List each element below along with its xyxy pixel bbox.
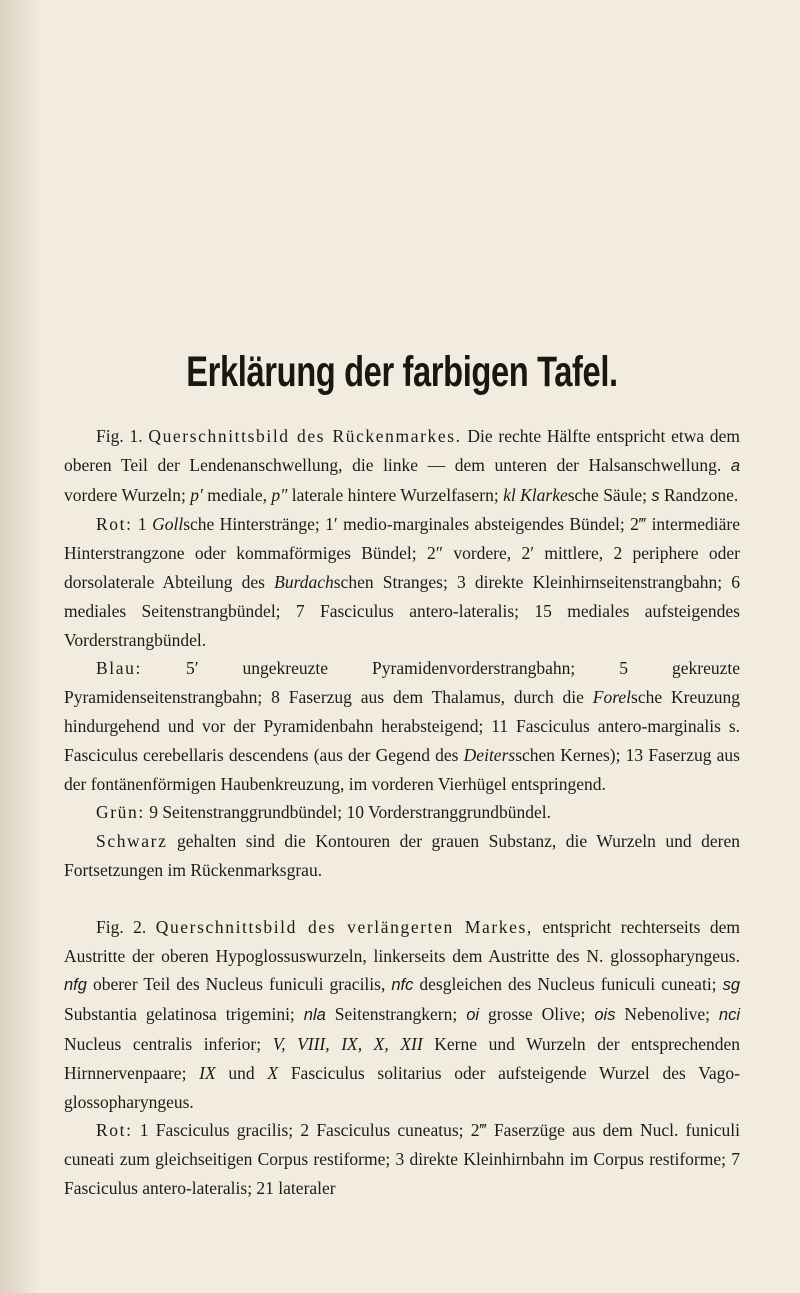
text-run: Blau: [96,658,142,679]
text-run: Seitenstrangkern; [325,1004,467,1025]
text-run: Forel [592,687,632,708]
paragraph-fig1-blau [64,654,740,798]
text-run: vordere Wurzeln; [64,484,191,505]
text-run: schen Kernes); 13 Faserzug aus der fontänenförmigen Haubenkreuzung, im vorderen Vierhügel entspringend. [64,744,740,794]
text-run: IX [199,1062,216,1083]
page-title: Erklärung der farbigen Tafel. [186,348,618,396]
text-run: p″ [271,484,288,505]
text-run: entspricht rechterseits dem Austritte der oberen Hypoglossuswurzeln, linkerseits dem Austritte des N. glossopharyngeus. [64,916,740,966]
text-run: Substantia gelatinosa trigemini; [64,1004,304,1025]
paragraph-fig2 [64,913,740,1117]
paragraph-fig2-rot [64,1116,740,1202]
text-run: nfc [391,976,414,995]
text-run: 1 [132,514,153,535]
text-run: Querschnittsbild des Rückenmarkes. [148,426,462,446]
paragraph-fig1-schwarz [64,827,740,885]
paragraph-fig1-gruen [64,798,740,827]
text-run: sg [722,976,740,995]
text-run: Grün: [96,802,145,823]
text-run: kl Klarke [503,484,568,505]
page-edge-shadow [0,0,40,1293]
text-run: grosse Olive; [479,1004,595,1025]
text-run: oi [466,1006,480,1025]
text-run: Fasciculus solitarius oder aufsteigende Wurzel des Vago-glossopharyngeus. [64,1062,740,1112]
text-run: sche Kreuzung hindurgehend und vor der Pyramidenbahn herabsteigend; 11 Fasciculus antero-marginalis s. Fasciculus cerebellaris descendens (aus der Gegend des [64,687,740,765]
text-run: a [730,456,740,475]
plate-explanation-text [64,422,740,1203]
paragraph-fig1-rot [64,510,740,654]
text-run: X [267,1062,279,1083]
text-run: nla [303,1006,326,1025]
text-run: Goll [152,514,184,535]
text-run: gehalten sind die Kontouren der grauen Substanz, die Wurzeln und deren Fortsetzungen im Rückenmarksgrau. [64,831,740,880]
text-run: Fig. 1. [96,426,149,446]
text-run: Burdach [274,571,334,592]
text-run: Schwarz [96,831,168,852]
text-run: nci [718,1006,741,1025]
text-run: Rot: [96,1120,133,1141]
text-run: Kerne und Wurzeln der entsprechenden Hirnnervenpaare; [64,1033,740,1083]
text-run: s [651,486,660,505]
text-run: Die rechte Hälfte entspricht etwa dem oberen Teil der Lendenanschwellung, die linke — dem unteren der Halsanschwellung. [64,426,741,475]
text-run: Nebenolive; [615,1004,719,1025]
text-run: 1 Fasciculus gracilis; 2 Fasciculus cuneatus; 2‴ Faserzüge aus dem Nucl. funiculi cuneati zum gleichseitigen Corpus restiforme; 3 direkte Kleinhirnbahn im Corpus restiforme; 7 Fasciculus antero-lateralis; 21 lateraler [64,1120,740,1198]
paragraph-fig1 [64,422,740,510]
text-run: 9 Seitenstranggrundbündel; 10 Vorderstranggrundbündel. [144,802,551,823]
text-run: Fig. 2. [96,916,156,937]
text-run: desgleichen des Nucleus funiculi cuneati; [413,974,723,995]
text-run: Rot: [96,514,133,535]
text-run: schen Stranges; 3 direkte Kleinhirnseitenstrangbahn; 6 mediales Seitenstrangbündel; 7 Fasciculus antero-lateralis; 15 mediales aufsteigendes Vorderstrangbündel. [64,571,740,650]
text-run: sche Säule; [567,484,652,505]
text-run: mediale, [202,484,272,505]
text-run: oberer Teil des Nucleus funiculi gracilis, [86,974,392,995]
text-run: Querschnittsbild des verlängerten Markes, [155,916,533,937]
text-run: Nucleus centralis inferior; [64,1033,273,1054]
text-run: Randzone. [659,484,739,505]
text-run: V, VIII, IX, X, XII [272,1033,423,1054]
text-run: 5′ ungekreuzte Pyramidenvorderstrangbahn; 5 gekreuzte Pyramidenseitenstrangbahn; 8 Faserzug aus dem Thalamus, durch die [64,658,740,708]
text-run: sche Hinterstränge; 1′ medio-marginales absteigendes Bündel; 2‴ intermediäre Hinterstrangzone oder kommaförmiges Bündel; 2″ vordere, 2′ mittlere, 2 periphere oder dorsolaterale Abteilung des [64,514,740,592]
text-run: ois [594,1006,616,1025]
text-run: nfg [64,976,87,995]
text-run: p′ [190,484,203,505]
text-run: laterale hintere Wurzelfasern; [287,484,504,505]
text-run: Deiters [463,744,516,765]
text-run: und [215,1062,268,1083]
